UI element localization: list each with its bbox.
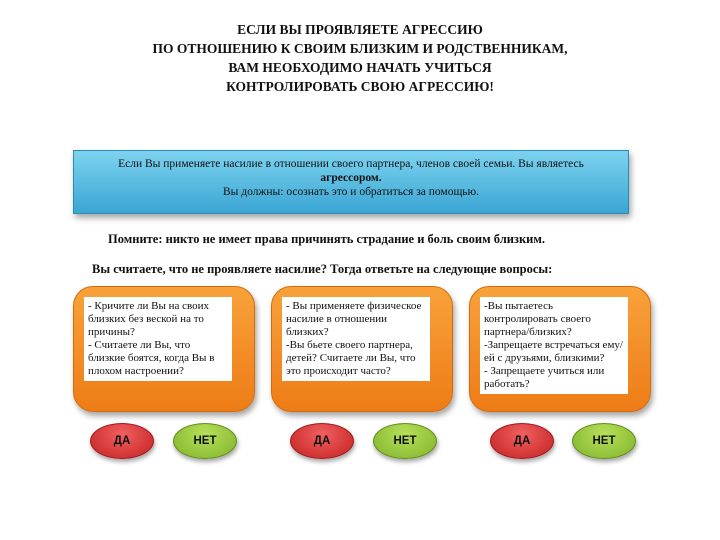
no-button-1[interactable]: НЕТ [173, 423, 237, 459]
info-box [73, 150, 629, 214]
title-line-2: ПО ОТНОШЕНИЮ К СВОИМ БЛИЗКИМ И РОДСТВЕННИКАМ, [152, 41, 568, 56]
info-box-line-1: Если Вы применяете насилие в отношении своего партнера, членов своей семьи. Вы являетесь [118, 158, 584, 170]
info-box-line-3: Вы должны: осознать это и обратиться за помощью. [222, 186, 480, 198]
title-line-1: ЕСЛИ ВЫ ПРОЯВЛЯЕТЕ АГРЕССИЮ [237, 22, 483, 37]
no-button-2[interactable]: НЕТ [373, 423, 437, 459]
question-card-3 [469, 286, 651, 412]
question-prompt: Вы считаете, что не проявляете насилие? Тогда ответьте на следующие вопросы: [92, 262, 553, 276]
question-card-1-text: - Кричите ли Вы на своих близких без веской на то причины? - Считаете ли Вы, что близкие боятся, когда Вы в плохом настроении? [84, 297, 232, 381]
yes-button-2[interactable]: ДА [290, 423, 354, 459]
reminder-text: Помните: никто не имеет права причинять страдание и боль своим близким. [108, 232, 545, 246]
yes-button-3[interactable]: ДА [490, 423, 554, 459]
title-line-3: ВАМ НЕОБХОДИМО НАЧАТЬ УЧИТЬСЯ [228, 60, 492, 75]
title-line-4: КОНТРОЛИРОВАТЬ СВОЮ АГРЕССИЮ! [226, 79, 494, 94]
no-button-3[interactable]: НЕТ [572, 423, 636, 459]
question-card-2-text: - Вы применяете физическое насилие в отношении близких? -Вы бьете своего партнера, детей? Считаете ли Вы, что это происходит часто? [282, 297, 430, 381]
info-box-aggressor: агрессором. [320, 172, 382, 184]
page-title [60, 20, 660, 96]
question-card-1 [73, 286, 255, 412]
question-card-3-text: -Вы пытаетесь контролировать своего партнера/близких? -Запрещаете встречаться ему/ей с друзьями, близкими? - Запрещаете учиться или работать? [480, 297, 628, 394]
yes-button-1[interactable]: ДА [90, 423, 154, 459]
question-card-2 [271, 286, 453, 412]
